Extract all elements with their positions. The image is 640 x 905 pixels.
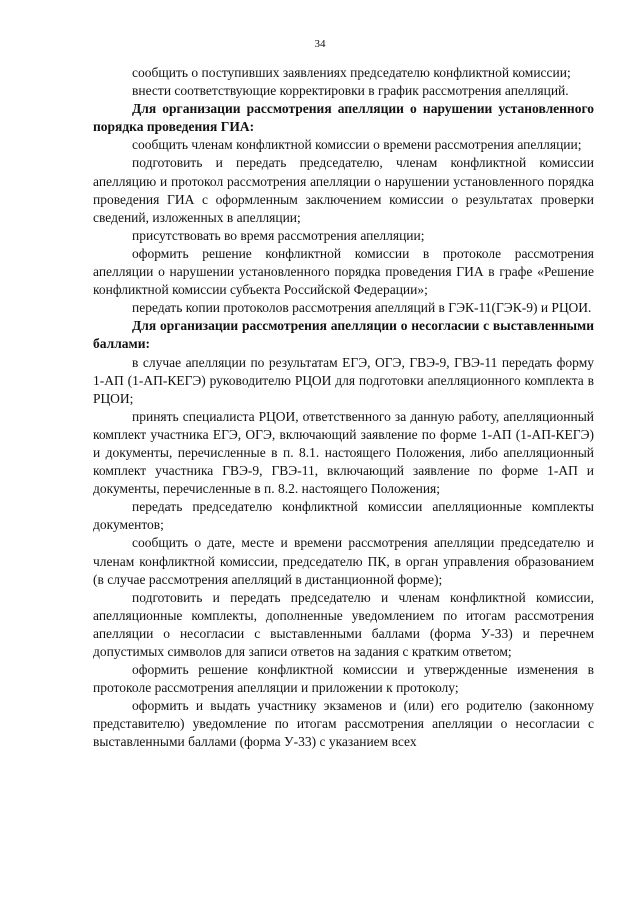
paragraph: передать копии протоколов рассмотрения апелляций в ГЭК-11(ГЭК-9) и РЦОИ. [132,300,592,316]
paragraph: сообщить о дате, месте и времени рассмотрения апелляции председателю и членам конфликтной комиссии, председателю ПК, в орган управления образованием (в случае рассмотрения апелляций в дистанционной форме); [93,535,594,587]
paragraph: сообщить членам конфликтной комиссии о времени рассмотрения апелляции; [132,137,582,153]
paragraph: оформить решение конфликтной комиссии в протоколе рассмотрения апелляции о нарушении установленного порядка проведения ГИА в графе «Решение конфликтной комиссии субъекта Российской Федерации»; [93,245,594,298]
section-heading: Для организации рассмотрения апелляции о нарушении установленного порядка проведения ГИА: [93,101,594,135]
paragraph: в случае апелляции по результатам ЕГЭ, ОГЭ, ГВЭ-9, ГВЭ-11 передать форму 1-АП (1-АП-КЕГЭ) руководителю РЦОИ для подготовки апелляционного комплекта в РЦОИ; [93,354,594,406]
paragraph: сообщить о поступивших заявлениях председателю конфликтной комиссии; [132,65,571,80]
document-body [93,64,594,752]
paragraph: подготовить и передать председателю, членам конфликтной комиссии апелляцию и протокол рассмотрения апелляции о нарушении установленного порядка проведения ГИА с оформленным заключением комиссии о результатах проверки сведений, изложенных в апелляции; [93,155,594,225]
paragraph: оформить решение конфликтной комиссии и утвержденные изменения в протоколе рассмотрения апелляции и приложении к протоколу; [93,662,594,696]
section-heading: Для организации рассмотрения апелляции о несогласии с выставленными баллами: [93,318,594,352]
page-number: 34 [314,38,326,50]
paragraph: принять специалиста РЦОИ, ответственного за данную работу, апелляционный комплект участника ЕГЭ, ОГЭ, включающий заявление по форме 1-АП (1-АП-КЕГЭ) и документы, перечисленные в п. 8.1. настоящего Положения, либо апелляционный комплект участника ГВЭ-9, ГВЭ-11, включающий заявление по форме 1-АП и документы, перечисленные в п. 8.2. настоящего Положения; [93,408,594,497]
paragraph: присутствовать во время рассмотрения апелляции; [132,227,425,243]
paragraph: внести соответствующие корректировки в график рассмотрения апелляций. [132,83,569,99]
paragraph: подготовить и передать председателю и членам конфликтной комиссии, апелляционные комплекты, дополненные уведомлением по итогам рассмотрения апелляции о несогласии с выставленными баллами (форма У-33) и перечнем допустимых символов для записи ответов на задания с кратким ответом; [93,589,594,659]
paragraph: передать председателю конфликтной комиссии апелляционные комплекты документов; [93,499,594,533]
paragraph: оформить и выдать участнику экзаменов и (или) его родителю (законному представителю) уведомление по итогам рассмотрения апелляции о несогласии с выставленными баллами (форма У-33) с указанием всех [93,698,594,750]
